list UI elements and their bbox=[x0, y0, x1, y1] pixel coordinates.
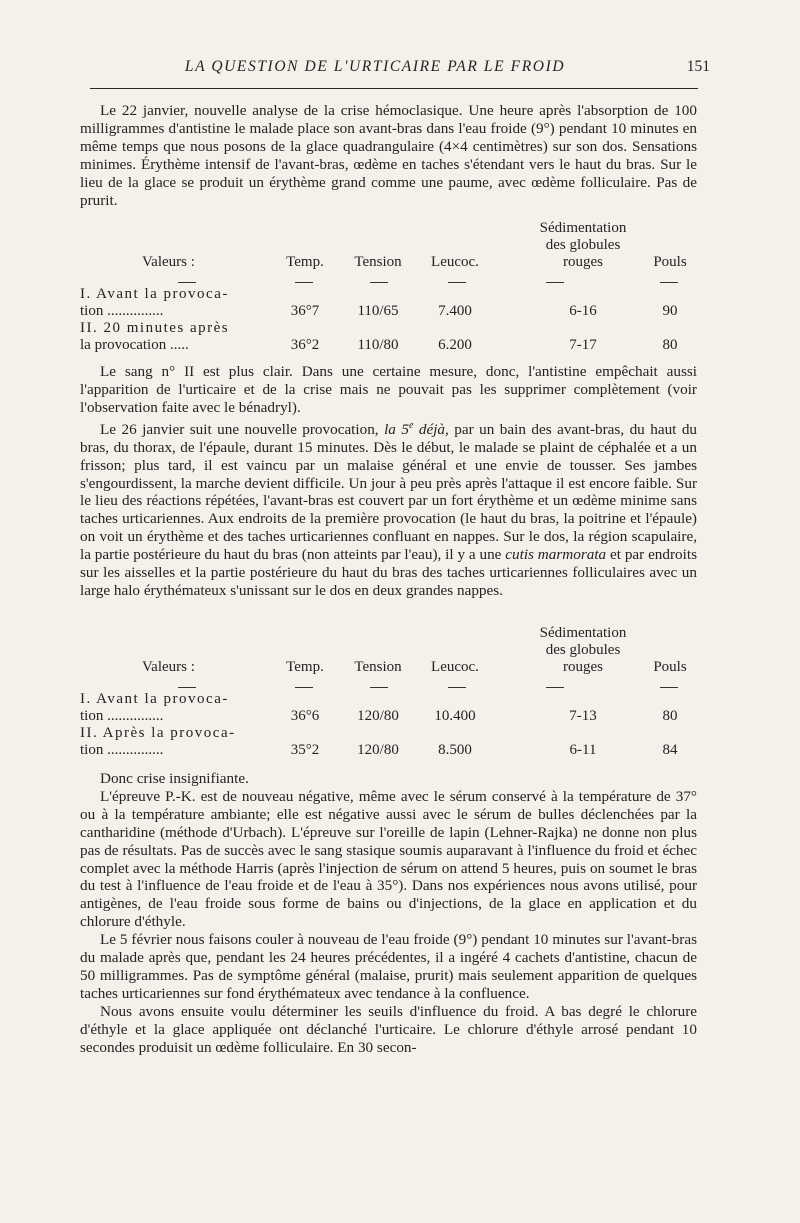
table-1-row-1-pouls: 90 bbox=[662, 303, 678, 319]
table-1-dash bbox=[546, 282, 564, 283]
table-2-row-2-temp: 35°2 bbox=[290, 742, 320, 758]
table-1-header-pouls: Pouls bbox=[653, 254, 687, 270]
table-2-row-2-tension: 120/80 bbox=[357, 742, 399, 758]
table-1-row-2-tension: 110/80 bbox=[357, 337, 399, 353]
table-2-dash bbox=[448, 687, 466, 688]
middle-text bbox=[80, 363, 697, 600]
running-title: LA QUESTION DE L'URTICAIRE PAR LE FROID bbox=[184, 58, 566, 75]
table-2-dash bbox=[370, 687, 388, 688]
table-2-row-1-sed: 7-13 bbox=[569, 708, 597, 724]
table-2 bbox=[80, 625, 700, 765]
table-1-row-2-label-1: II. 20 minutes après bbox=[80, 320, 230, 336]
table-2-header-sed-2: des globules bbox=[545, 642, 621, 658]
table-1-row-1-leucoc: 7.400 bbox=[438, 303, 472, 319]
table-2-header-sed-1: Sédimentation bbox=[539, 625, 627, 641]
table-2-row-1-label-1: I. Avant la provoca- bbox=[80, 691, 229, 707]
closing-text bbox=[80, 770, 697, 1057]
table-2-header-leucoc: Leucoc. bbox=[431, 659, 479, 675]
table-1-row-1-temp: 36°7 bbox=[290, 303, 320, 319]
table-1-row-2-label-2: la provocation ..... bbox=[80, 337, 189, 353]
paragraph-5-fevrier: Le 5 février nous faisons couler à nouveau de l'eau froide (9°) pendant 10 minutes sur l'avant-bras du malade après que, pendant les 24 heures précédentes, il a ingéré 4 cachets d'antistine, chacun de 50 milligrammes. Pas de symptôme général (malaise, prurit) mais seulement apparition de quelques taches urticariennes sur fond érythémateux avec tendance à la confluence. bbox=[80, 931, 697, 1002]
intro-paragraph: Le 22 janvier, nouvelle analyse de la crise hémoclasique. Une heure après l'absorption de 100 milligrammes d'antistine le malade place son avant-bras dans l'eau froide (9°) pendant 10 minutes en même temps que nous posons de la glace quadrangulaire (4×4 centimètres) sur son dos. Sensations minimes. Érythème intensif de l'avant-bras, œdème en taches s'étendant vers le haut du bras. Sur le lieu de la glace se produit un érythème grand comme une paume, avec œdème folliculaire. Pas de prurit. bbox=[80, 102, 697, 209]
table-2-header-sed-3: rouges bbox=[563, 659, 603, 675]
table-2-row-2-sed: 6-11 bbox=[569, 742, 597, 758]
table-1-row-2-temp: 36°2 bbox=[290, 337, 320, 353]
table-1-row-1-tension: 110/65 bbox=[357, 303, 399, 319]
table-1-row-2-leucoc: 6.200 bbox=[438, 337, 472, 353]
table-2-row-1-temp: 36°6 bbox=[290, 708, 320, 724]
p2-start: Le 26 janvier suit une nouvelle provocation, bbox=[100, 420, 379, 438]
table-1-dash bbox=[370, 282, 388, 283]
table-2-header-tension: Tension bbox=[354, 659, 402, 675]
table-1-header-sed-1: Sédimentation bbox=[539, 220, 627, 236]
table-1-header-temp: Temp. bbox=[286, 254, 324, 270]
table-2-row-2-leucoc: 8.500 bbox=[438, 742, 472, 758]
table-2-row-1-leucoc: 10.400 bbox=[434, 708, 476, 724]
table-1-dash bbox=[660, 282, 678, 283]
table-2-header-pouls: Pouls bbox=[653, 659, 687, 675]
table-1-header-leucoc: Leucoc. bbox=[431, 254, 479, 270]
table-2-dash bbox=[295, 687, 313, 688]
table-1-dash bbox=[178, 282, 196, 283]
table-2-row-1-pouls: 80 bbox=[662, 708, 678, 724]
table-2-row-1-tension: 120/80 bbox=[357, 708, 399, 724]
table-2-dash bbox=[660, 687, 678, 688]
table-2-header-temp: Temp. bbox=[286, 659, 324, 675]
table-1-dash bbox=[295, 282, 313, 283]
table-2-dash bbox=[546, 687, 564, 688]
table-1-dash bbox=[448, 282, 466, 283]
p2-end: et par endroits sur les aisselles et la partie postérieure du haut du bras des taches urticariennes folliculaires avec un large halo érythémateux s'unissant sur le dos en deux grandes nappes. bbox=[80, 546, 697, 599]
table-1-header-valeurs: Valeurs : bbox=[142, 254, 195, 270]
intro-text bbox=[80, 102, 697, 209]
paragraph-26-janvier bbox=[80, 417, 697, 600]
table-1 bbox=[80, 220, 700, 355]
paragraph-epreuve: L'épreuve P.-K. est de nouveau négative, même avec le sérum conservé à la température de 37° ou à la température ambiante; elle est négative aussi avec le sérum de bulles déclenchées par la cantharidine (méthode d'Urbach). L'épreuve sur l'oreille de lapin (Lehner-Rajka) ne donne non plus pas de résultats. Pas de succès avec le sang stasique soumis auparavant à l'influence du froid et échec complet avec la méthode Harris (après l'injection de sérum on attend 5 heures, puis on soumet le bras du test à l'influence de l'eau froide et de l'eau à 35°). Dans nos expériences nous avons utilisé, pour antigènes, de l'eau froide sous forme de bains ou d'injections, de la glace en application et du chlorure d'éthyle. bbox=[80, 787, 697, 931]
p2-after: par un bain des avant-bras, du haut du bras, du thorax, de l'épaule, durant 15 minutes. Dès le début, le malade se plaint de céphalée et a un frisson; plus tard, il est vaincu par un malaise général et une envie de tousser. Ses jambes s'engourdissent, la marche devient difficile. Un jour à peu près après l'attaque il est encore faible. Sur le lieu des réactions répétées, l'avant-bras est couvert par un fort érythème et un œdème minime sans taches urticariennes. Aux endroits de la première provocation (le haut du bras, la poitrine et l'épaule) on voit un érythème et des taches urticariennes confluant en nappes. Sur le dos, la région scapulaire, la partie postérieure du haut du bras (non atteints par l'eau), il y a une bbox=[80, 420, 698, 564]
table-1-row-1-label-2: tion ............... bbox=[80, 303, 164, 319]
table-1-header-tension: Tension bbox=[354, 254, 402, 270]
paragraph-seuils: Nous avons ensuite voulu déterminer les seuils d'influence du froid. A bas degré le chlorure d'éthyle et la glace appliquée ont déclanché l'urticaire. Le chlorure d'éthyle arrosé pendant 10 secondes produisit un œdème folliculaire. En 30 secon- bbox=[80, 1002, 697, 1056]
p2-italic: la 5e déjà, bbox=[384, 419, 449, 438]
table-2-row-2-label-1: II. Après la provoca- bbox=[80, 725, 236, 741]
p2-cutis: cutis marmorata bbox=[505, 546, 607, 564]
table-1-row-1-label-1: I. Avant la provoca- bbox=[80, 286, 229, 302]
table-1-header-sed-2: des globules bbox=[545, 237, 621, 253]
page-number: 151 bbox=[686, 58, 710, 75]
table-2-row-1-label-2: tion ............... bbox=[80, 708, 164, 724]
paragraph-sang: Le sang n° II est plus clair. Dans une certaine mesure, donc, l'antistine empêchait aussi l'apparition de l'urticaire et de la crise mais ne pouvait pas les supprimer complètement (voir l'observation faite avec le bénadryl). bbox=[80, 363, 697, 416]
header-rule bbox=[90, 88, 698, 89]
paragraph-crise: Donc crise insignifiante. bbox=[100, 770, 249, 787]
table-1-row-2-pouls: 80 bbox=[662, 337, 678, 353]
table-1-header-sed-3: rouges bbox=[563, 254, 603, 270]
table-2-dash bbox=[178, 687, 196, 688]
p2-sup: e bbox=[408, 419, 414, 431]
table-2-row-2-pouls: 84 bbox=[662, 742, 678, 758]
page-header bbox=[80, 58, 710, 84]
table-2-row-2-label-2: tion ............... bbox=[80, 742, 164, 758]
table-1-row-1-sed: 6-16 bbox=[569, 303, 597, 319]
table-1-row-2-sed: 7-17 bbox=[569, 337, 597, 353]
table-2-header-valeurs: Valeurs : bbox=[142, 659, 195, 675]
